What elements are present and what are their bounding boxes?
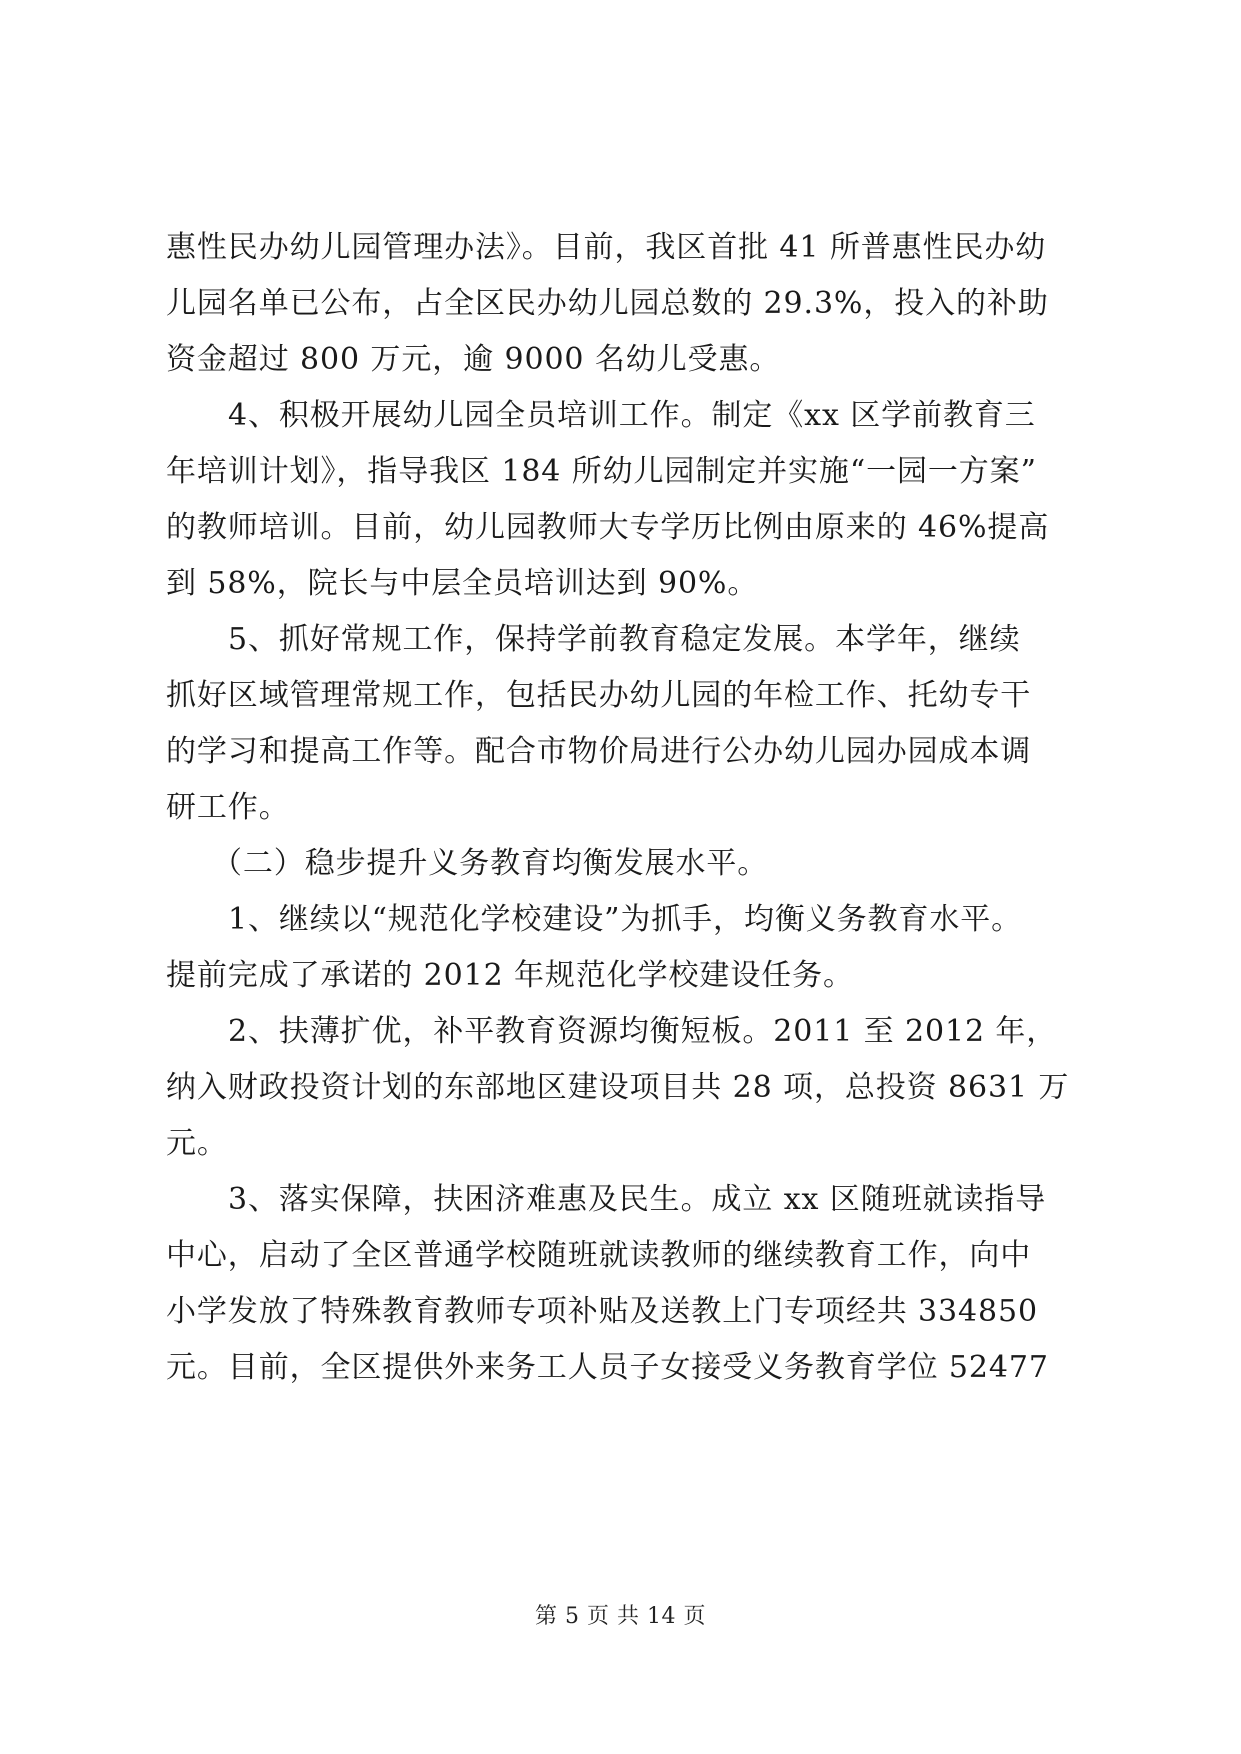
paragraph-start-line: 3、落实保障，扶困济难惠及民生。成立 xx 区随班就读指导 <box>228 1182 1047 1217</box>
text-line: 元。目前，全区提供外来务工人员子女接受义务教育学位 52477 <box>166 1350 1049 1385</box>
text-line: 抓好区域管理常规工作，包括民办幼儿园的年检工作、托幼专干 <box>166 678 1032 713</box>
text-line: 提前完成了承诺的 2012 年规范化学校建设任务。 <box>166 958 854 993</box>
text-line: 惠性民办幼儿园管理办法》。目前，我区首批 41 所普惠性民办幼 <box>166 230 1047 265</box>
paragraph-start-line: 1、继续以“规范化学校建设”为抓手，均衡义务教育水平。 <box>228 902 1023 937</box>
text-line: 儿园名单已公布，占全区民办幼儿园总数的 29.3%，投入的补助 <box>166 286 1049 321</box>
paragraph-start-line: 2、扶薄扩优，补平教育资源均衡短板。2011 至 2012 年， <box>228 1014 1058 1049</box>
text-line: 到 58%，院长与中层全员培训达到 90%。 <box>166 566 759 601</box>
text-line: 纳入财政投资计划的东部地区建设项目共 28 项，总投资 8631 万 <box>166 1070 1070 1105</box>
paragraph-start-line: 4、积极开展幼儿园全员培训工作。制定《xx 区学前教育三 <box>228 398 1036 433</box>
text-line: 的教师培训。目前，幼儿园教师大专学历比例由原来的 46%提高 <box>166 510 1050 545</box>
text-line: 年培训计划》，指导我区 184 所幼儿园制定并实施“一园一方案” <box>166 454 1037 489</box>
text-line: 元。 <box>166 1126 228 1161</box>
text-line: 小学发放了特殊教育教师专项补贴及送教上门专项经共 334850 <box>166 1294 1038 1329</box>
text-line: 资金超过 800 万元，逾 9000 名幼儿受惠。 <box>166 342 781 377</box>
text-line: 中心，启动了全区普通学校随班就读教师的继续教育工作，向中 <box>166 1238 1032 1273</box>
section-heading: （二）稳步提升义务教育均衡发展水平。 <box>212 846 769 881</box>
text-line: 的学习和提高工作等。配合市物价局进行公办幼儿园办园成本调 <box>166 734 1032 769</box>
page-number-footer: 第 5 页 共 14 页 <box>535 1604 706 1629</box>
text-line: 研工作。 <box>166 790 290 825</box>
paragraph-start-line: 5、抓好常规工作，保持学前教育稳定发展。本学年，继续 <box>228 622 1021 657</box>
